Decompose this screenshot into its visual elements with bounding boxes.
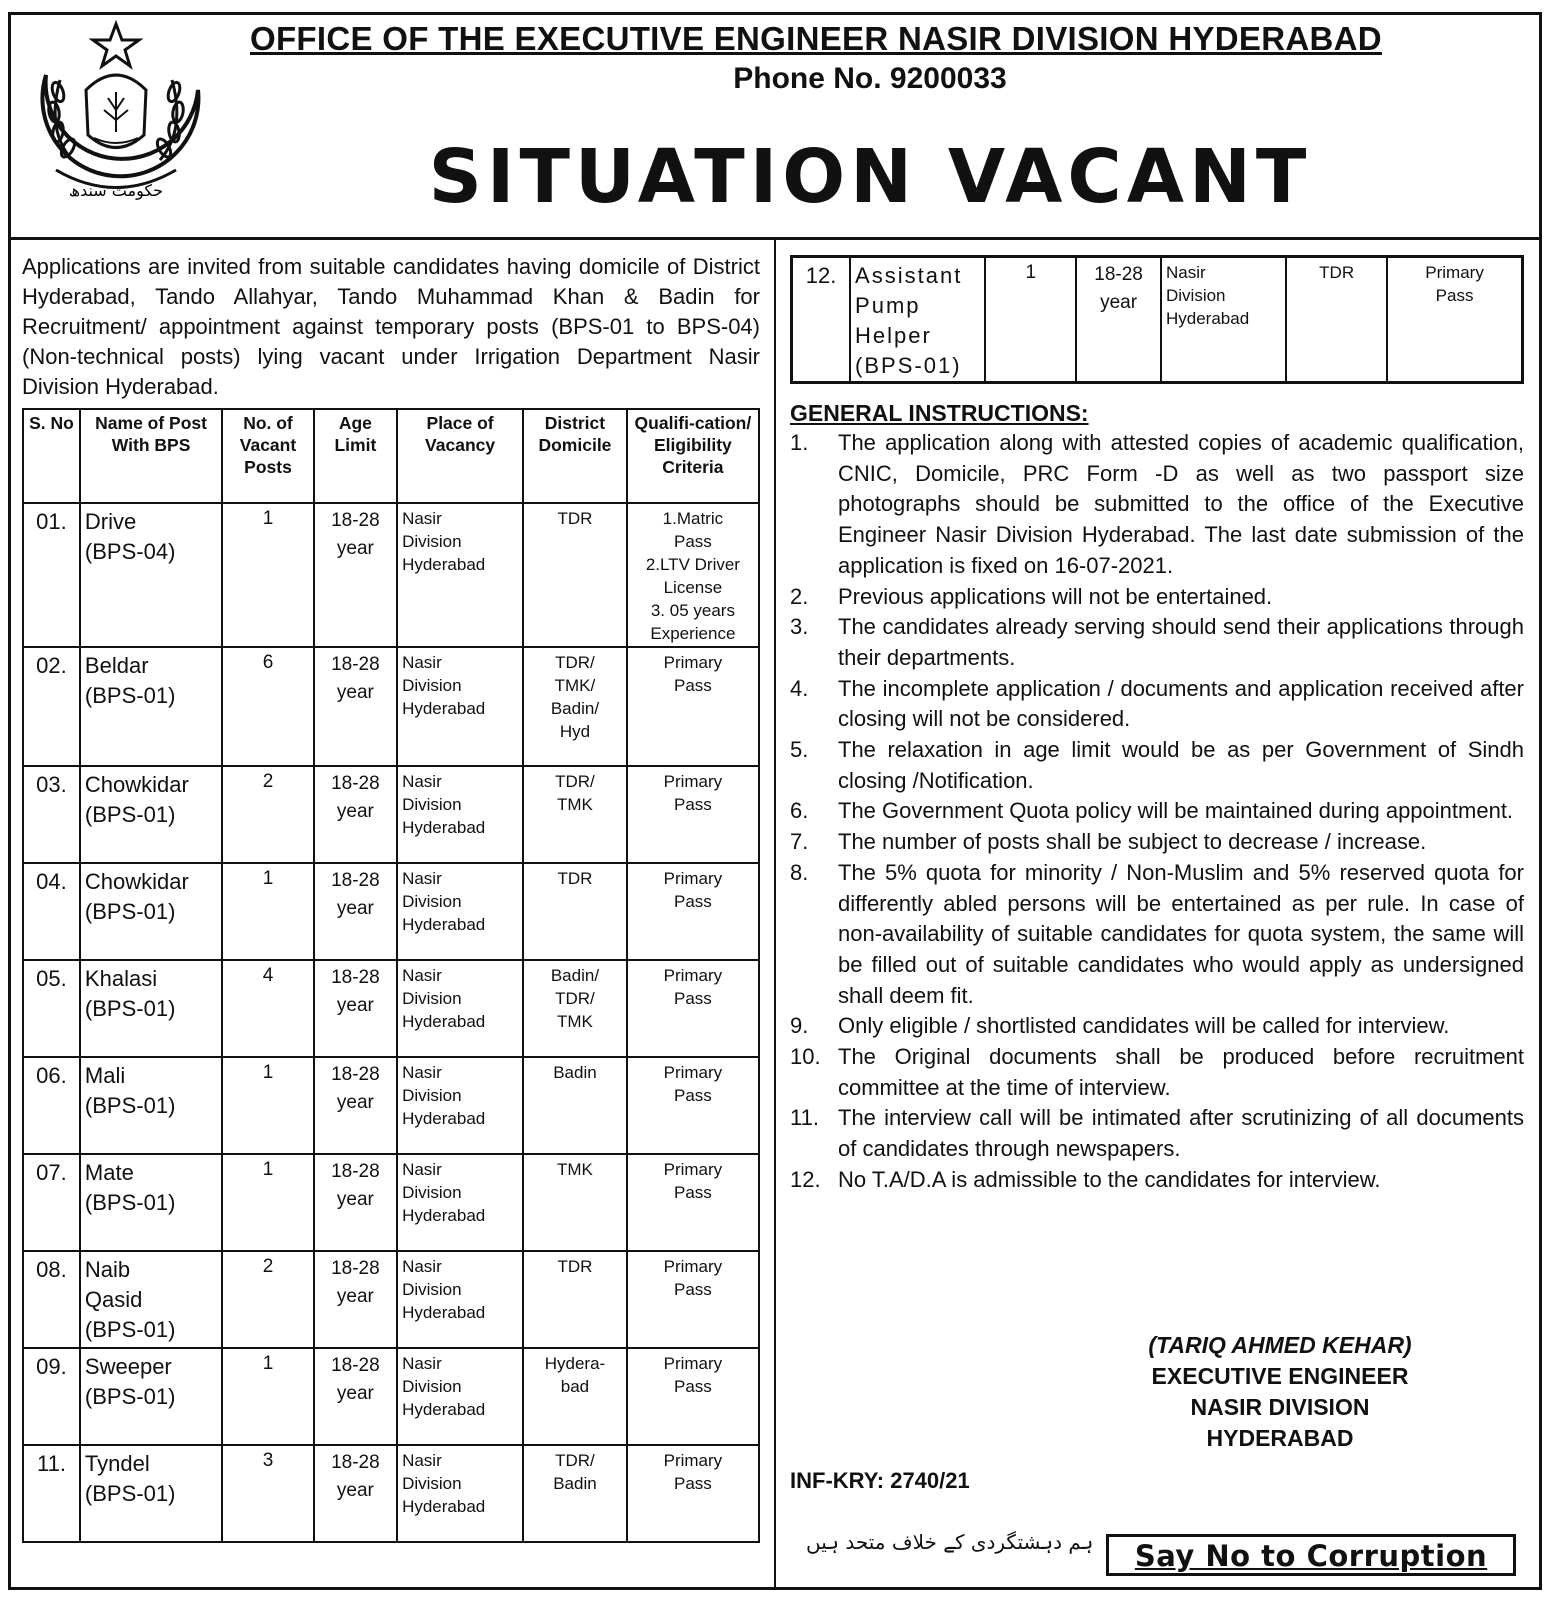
table-row (23, 766, 759, 863)
table-row (792, 257, 1523, 383)
cell-post: Drive (BPS-04) (80, 503, 222, 647)
item-number: 12. (790, 1166, 821, 1192)
signatory-name: (TARIQ AHMED KEHAR) (1148, 1332, 1412, 1358)
cell-age-limit: 18-28 year (314, 503, 397, 647)
cell-age-limit: 18-28 year (314, 766, 397, 863)
list-item (790, 858, 1524, 1012)
signatory-designation: EXECUTIVE ENGINEER (1151, 1363, 1409, 1389)
col-header-post: Name of Post With BPS (80, 409, 222, 503)
cell-qualification: Primary Pass (627, 1445, 759, 1542)
table-row (23, 647, 759, 766)
cell-qualification: Primary Pass (627, 766, 759, 863)
cell-post: Mate (BPS-01) (80, 1154, 222, 1251)
cell-age-limit: 18-28 year (314, 960, 397, 1057)
item-text: No T.A/D.A is admissible to the candidates for interview. (838, 1166, 1381, 1192)
cell-place: Nasir Division Hyderabad (397, 1348, 523, 1445)
cell-sno: 01. (23, 503, 80, 647)
cell-age-limit: 18-28 year (1076, 257, 1161, 383)
item-text: Previous applications will not be entertained. (838, 583, 1273, 609)
item-number: 6. (790, 798, 809, 824)
cell-vacant-posts: 6 (222, 647, 313, 766)
cell-place: Nasir Division Hyderabad (397, 1154, 523, 1251)
cell-sno: 06. (23, 1057, 80, 1154)
cell-qualification: Primary Pass (1387, 257, 1522, 383)
item-text: The application along with attested copies of academic qualification, CNIC, Domicile, PRC Form -D as well as two passport size photographs should be submitted to the office of the Executive Engineer Nasir Division Hyderabad. The last date submission of the application is fixed on 16-07-2021. (838, 430, 1524, 578)
cell-age-limit: 18-28 year (314, 1057, 397, 1154)
cell-post: Mali (BPS-01) (80, 1057, 222, 1154)
cell-post: Khalasi (BPS-01) (80, 960, 222, 1057)
list-item (790, 1165, 1524, 1196)
cell-age-limit: 18-28 year (314, 1445, 397, 1542)
item-text: The relaxation in age limit would be as per Government of Sindh closing /Notification. (838, 737, 1524, 793)
cell-place: Nasir Division Hyderabad (397, 647, 523, 766)
cell-vacant-posts: 1 (222, 1154, 313, 1251)
cell-domicile: TMK (523, 1154, 627, 1251)
cell-post: Tyndel (BPS-01) (80, 1445, 222, 1542)
cell-qualification: Primary Pass (627, 863, 759, 960)
intro-paragraph: Applications are invited from suitable candidates having domicile of District Hyderabad, Tando Allahyar, Tando Muhammad Khan & Badin for Recruitment/ appointment against temporary posts (BPS-01 to BPS-04) (Non-technical posts) lying vacant under Irrigation Department Nasir Division Hyderabad. (22, 254, 760, 399)
cell-vacant-posts: 3 (222, 1445, 313, 1542)
list-item (790, 428, 1524, 582)
col-header-age-limit: Age Limit (314, 409, 397, 503)
list-item (790, 674, 1524, 735)
cell-post: Chowkidar (BPS-01) (80, 863, 222, 960)
col-header-qualification: Qualifi-cation/ Eligibility Criteria (627, 409, 759, 503)
cell-domicile: Badin/ TDR/ TMK (523, 960, 627, 1057)
item-text: The incomplete application / documents and application received after closing will not be considered. (838, 675, 1524, 732)
cell-age-limit: 18-28 year (314, 863, 397, 960)
list-item (790, 612, 1524, 673)
cell-qualification: Primary Pass (627, 1154, 759, 1251)
item-text: The interview call will be intimated after scrutinizing of all documents of candidates through newspapers. (838, 1105, 1524, 1162)
star-icon (93, 24, 139, 66)
item-number: 8. (790, 859, 809, 885)
table-row (23, 1154, 759, 1251)
list-item (790, 796, 1524, 827)
phone-number: Phone No. 9200033 (733, 62, 1007, 95)
cell-post: Chowkidar (BPS-01) (80, 766, 222, 863)
table-row (23, 1057, 759, 1154)
list-item (790, 735, 1524, 796)
cell-sno: 05. (23, 960, 80, 1057)
signatory-division: NASIR DIVISION (1190, 1394, 1370, 1420)
cell-place: Nasir Division Hyderabad (397, 1251, 523, 1348)
cell-vacant-posts: 1 (222, 503, 313, 647)
cell-post: Beldar (BPS-01) (80, 647, 222, 766)
col-header-place: Place of Vacancy (397, 409, 523, 503)
cell-domicile: TDR/ TMK (523, 766, 627, 863)
list-item (790, 1103, 1524, 1164)
cell-domicile: Badin (523, 1057, 627, 1154)
item-text: Only eligible / shortlisted candidates will be called for interview. (838, 1013, 1450, 1039)
signature-block (1090, 1330, 1470, 1454)
cell-qualification: Primary Pass (627, 1348, 759, 1445)
column-divider (774, 240, 776, 1588)
page-title: SITUATION VACANT (428, 134, 1312, 220)
cell-qualification: Primary Pass (627, 1057, 759, 1154)
item-text: The candidates already serving should send their applications through their departments. (838, 614, 1524, 670)
cell-age-limit: 18-28 year (314, 1154, 397, 1251)
item-number: 3. (790, 614, 809, 640)
cell-sno: 07. (23, 1154, 80, 1251)
table-row (23, 1251, 759, 1348)
wreath-left (47, 80, 77, 160)
instructions-list (790, 428, 1524, 1196)
cell-age-limit: 18-28 year (314, 647, 397, 766)
table-row (23, 960, 759, 1057)
cell-place: Nasir Division Hyderabad (397, 960, 523, 1057)
cell-qualification: Primary Pass (627, 960, 759, 1057)
vacancy-table (22, 408, 760, 1543)
cell-post: Assistant Pump Helper (BPS-01) (850, 257, 985, 383)
cell-vacant-posts: 4 (222, 960, 313, 1057)
cell-age-limit: 18-28 year (314, 1251, 397, 1348)
cell-post: Sweeper (BPS-01) (80, 1348, 222, 1445)
table-header-row (23, 409, 759, 503)
cell-sno: 03. (23, 766, 80, 863)
inf-number: INF-KRY: 2740/21 (790, 1468, 970, 1493)
cell-post: Naib Qasid (BPS-01) (80, 1251, 222, 1348)
item-text: The number of posts shall be subject to decrease / increase. (838, 829, 1427, 855)
item-text: The Government Quota policy will be maintained during appointment. (838, 798, 1514, 824)
item-number: 2. (790, 583, 809, 609)
cell-vacant-posts: 1 (222, 1348, 313, 1445)
item-text: The Original documents shall be produced before recruitment committee at the time of interview. (838, 1044, 1524, 1100)
cell-sno: 11. (23, 1445, 80, 1542)
item-number: 5. (790, 737, 809, 763)
table-row (23, 1348, 759, 1445)
item-text: The 5% quota for minority / Non-Muslim and 5% reserved quota for differently abled persons will be entertained as per rule. In case of non-availability of suitable candidates for quota system, the same will be filled out of suitable candidates who would apply as undersigned shall deem fit. (838, 859, 1524, 1008)
signatory-city: HYDERABAD (1206, 1425, 1354, 1451)
cell-qualification: Primary Pass (627, 1251, 759, 1348)
item-number: 9. (790, 1013, 809, 1039)
office-title: OFFICE OF THE EXECUTIVE ENGINEER NASIR DIVISION HYDERABAD (250, 20, 1382, 57)
table-row (23, 1445, 759, 1542)
cell-place: Nasir Division Hyderabad (397, 766, 523, 863)
vacancy-table-continued (790, 255, 1524, 384)
cell-vacant-posts: 1 (222, 863, 313, 960)
cell-domicile: TDR (523, 863, 627, 960)
cell-qualification: 1.Matric Pass 2.LTV Driver License 3. 05 years Experience (627, 503, 759, 647)
anti-corruption-banner: Say No to Corruption (1106, 1534, 1516, 1576)
cell-place: Nasir Division Hyderabad (397, 863, 523, 960)
cell-sno: 09. (23, 1348, 80, 1445)
item-number: 7. (790, 829, 809, 855)
item-number: 10. (790, 1044, 821, 1070)
cell-sno: 08. (23, 1251, 80, 1348)
col-header-vacant-posts: No. of Vacant Posts (222, 409, 313, 503)
col-header-sno: S. No (23, 409, 80, 503)
cell-place: Nasir Division Hyderabad (397, 1445, 523, 1542)
cell-vacant-posts: 2 (222, 766, 313, 863)
cell-domicile: TDR/ Badin (523, 1445, 627, 1542)
cell-qualification: Primary Pass (627, 647, 759, 766)
cell-vacant-posts: 1 (222, 1057, 313, 1154)
list-item (790, 1042, 1524, 1103)
emblem-text: حکومت سندھ (68, 181, 164, 200)
cell-vacant-posts: 1 (985, 257, 1076, 383)
government-of-sindh-emblem (16, 20, 216, 220)
item-number: 1. (790, 430, 809, 455)
urdu-slogan: ہم دہشتگردی کے خلاف متحد ہیں (806, 1530, 1094, 1554)
list-item (790, 1011, 1524, 1042)
cell-age-limit: 18-28 year (314, 1348, 397, 1445)
cell-sno: 02. (23, 647, 80, 766)
item-number: 11. (790, 1105, 819, 1131)
cell-vacant-posts: 2 (222, 1251, 313, 1348)
cell-domicile: Hydera- bad (523, 1348, 627, 1445)
cell-sno: 04. (23, 863, 80, 960)
cell-place: Nasir Division Hyderabad (397, 1057, 523, 1154)
table-row (23, 503, 759, 647)
cell-domicile: TDR (523, 1251, 627, 1348)
cell-sno: 12. (792, 257, 851, 383)
cell-domicile: TDR/ TMK/ Badin/ Hyd (523, 647, 627, 766)
table-row (23, 863, 759, 960)
cell-domicile: TDR (1286, 257, 1387, 383)
list-item (790, 582, 1524, 613)
cell-place: Nasir Division Hyderabad (1161, 257, 1286, 383)
instructions-heading: GENERAL INSTRUCTIONS: (790, 400, 1089, 426)
list-item (790, 827, 1524, 858)
item-number: 4. (790, 675, 809, 701)
col-header-domicile: District Domicile (523, 409, 627, 503)
cell-place: Nasir Division Hyderabad (397, 503, 523, 647)
cell-domicile: TDR (523, 503, 627, 647)
